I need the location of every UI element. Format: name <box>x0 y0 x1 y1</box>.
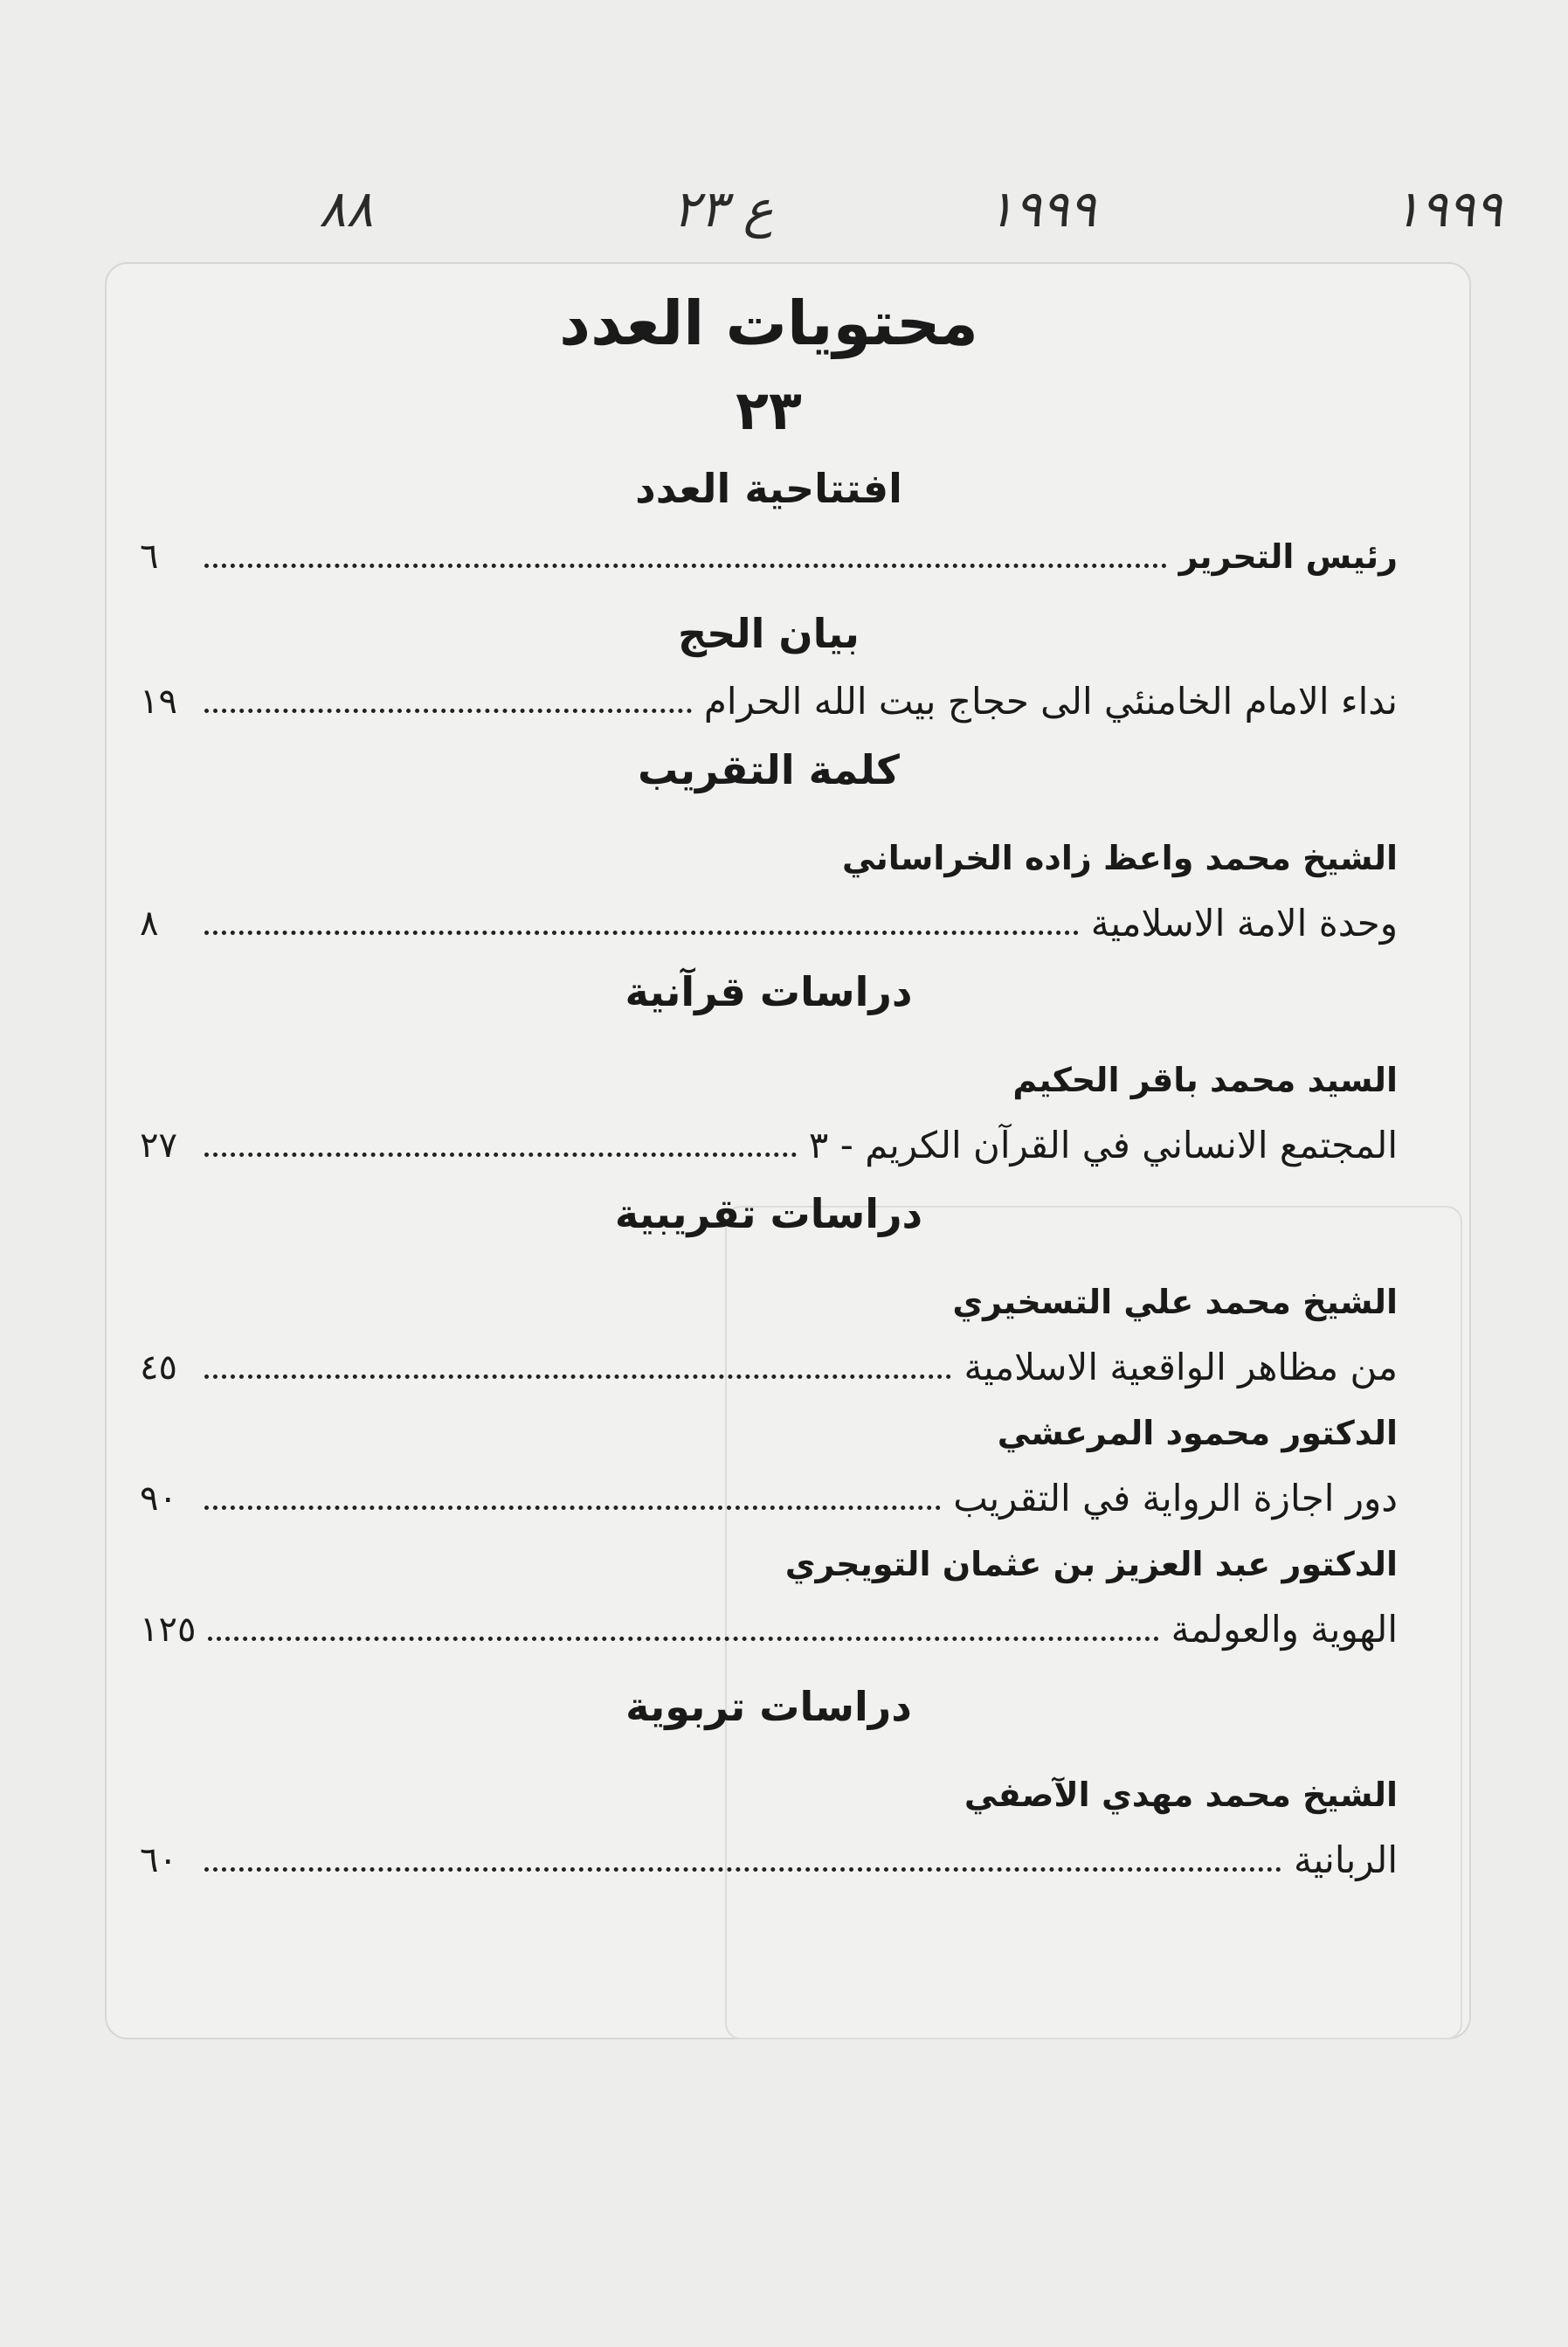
section-heading: دراسات تقريبية <box>614 1190 923 1237</box>
article-title: دور اجازة الرواية في التقريب <box>953 1477 1398 1520</box>
toc-entry[interactable] <box>140 1596 1398 1664</box>
page-number: ١٢٥ <box>140 1610 197 1650</box>
author-name: الشيخ محمد علي التسخيري <box>952 1283 1398 1321</box>
handwritten-note: ١٩٩٩ <box>987 179 1096 239</box>
handwritten-note: ١٩٩٩ <box>1393 179 1502 239</box>
toc-section <box>140 958 1398 1180</box>
section-heading: دراسات قرآنية <box>625 968 913 1015</box>
table-of-contents <box>140 280 1398 1894</box>
dot-leader <box>204 709 692 713</box>
page-number: ٩٠ <box>140 1478 177 1519</box>
article-title: نداء الامام الخامنئي الى حجاج بيت الله الحرام <box>703 680 1398 723</box>
section-heading: دراسات تربوية <box>625 1683 912 1730</box>
dot-leader <box>204 1153 797 1157</box>
author-name: السيد محمد باقر الحكيم <box>1012 1061 1398 1099</box>
page-number: ٤٥ <box>140 1347 177 1388</box>
toc-section <box>140 599 1398 736</box>
author-name: الدكتور عبد العزيز بن عثمان التويجري <box>784 1545 1398 1583</box>
dot-leader <box>204 1867 1281 1872</box>
page-title: محتويات العدد <box>559 287 978 359</box>
author-name: الدكتور محمود المرعشي <box>997 1414 1398 1452</box>
toc-entry[interactable] <box>140 1111 1398 1180</box>
section-heading: افتتاحية العدد <box>635 465 902 512</box>
article-title: من مظاهر الواقعية الاسلامية <box>964 1346 1398 1388</box>
toc-entry[interactable] <box>140 523 1398 591</box>
toc-section <box>140 454 1398 591</box>
dot-leader <box>208 1637 1158 1641</box>
author-name: الشيخ محمد واعظ زاده الخراساني <box>842 839 1398 877</box>
toc-section <box>140 1672 1398 1894</box>
article-title: وحدة الامة الاسلامية <box>1090 902 1398 945</box>
dot-leader <box>204 1374 951 1379</box>
section-heading: كلمة التقريب <box>638 746 900 793</box>
article-title: المجتمع الانساني في القرآن الكريم - ٣ <box>808 1124 1398 1167</box>
page-number: ٦ <box>140 537 159 577</box>
article-title: الهوية والعولمة <box>1171 1608 1398 1651</box>
handwritten-note: ٨٨ <box>319 179 374 239</box>
issue-number: ٢٣ <box>736 378 802 442</box>
toc-section <box>140 736 1398 958</box>
page-number: ٢٧ <box>140 1125 177 1166</box>
toc-entry[interactable] <box>140 668 1398 736</box>
dot-leader <box>204 931 1079 935</box>
toc-entry[interactable] <box>140 890 1398 958</box>
section-heading: بيان الحج <box>678 610 860 657</box>
toc-section <box>140 1180 1398 1664</box>
page-number: ٨ <box>140 903 159 944</box>
toc-entry[interactable] <box>140 1464 1398 1533</box>
handwritten-notes <box>0 179 1568 258</box>
toc-entry[interactable] <box>140 1333 1398 1402</box>
toc-entry[interactable] <box>140 1826 1398 1894</box>
dot-leader <box>204 1506 941 1510</box>
page-number: ١٩ <box>140 682 177 722</box>
dot-leader <box>204 564 1167 568</box>
author-name: الشيخ محمد مهدي الآصفي <box>964 1776 1398 1814</box>
page-number: ٦٠ <box>140 1840 177 1880</box>
handwritten-note: ع ٢٣ <box>673 179 774 239</box>
author-name: رئيس التحرير <box>1178 537 1398 576</box>
article-title: الربانية <box>1293 1838 1398 1881</box>
